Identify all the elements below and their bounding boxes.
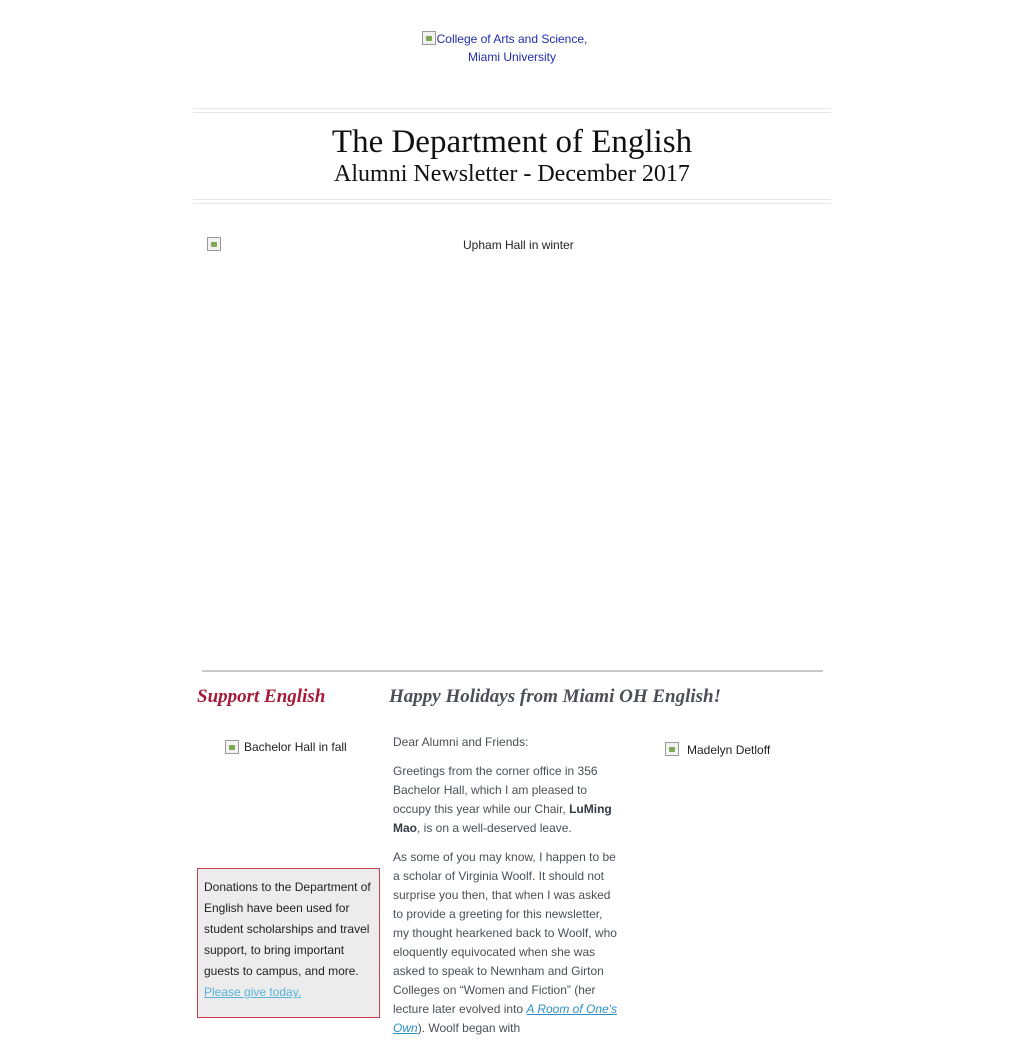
newsletter-subtitle: Alumni Newsletter - December 2017 [334, 161, 690, 187]
section-divider [202, 670, 823, 672]
paragraph-text: As some of you may know, I happen to be a scholar of Virginia Woolf. It should not surprise you then, that when I was asked to provide a greeting for this newsletter, my thought hearkened back to Woolf, who eloquently equivocated when she was asked to speak to Newnham and Girton Colleges on “Women and Fiction” (her lecture later evolved into [393, 850, 617, 1016]
paragraph-text: Greetings from the corner office in 356 Bachelor Hall, which I am pleased to occupy this year while our Chair, [393, 764, 598, 816]
hero-image-alt: Upham Hall in winter [463, 238, 574, 252]
paragraph-text: ). Woolf began with [417, 1021, 521, 1035]
letter-salutation: Dear Alumni and Friends: [393, 735, 529, 749]
paragraph-text: , is on a well-deserved leave. [417, 821, 572, 835]
letter-paragraph [393, 762, 621, 838]
holiday-heading: Happy Holidays from Miami OH English! [389, 686, 722, 707]
newsletter-title: The Department of English [331, 124, 693, 160]
portrait-image-alt: Madelyn Detloff [687, 743, 771, 757]
donation-text: Donations to the Department of English have been used for student scholarships and travel support, to bring important guests to campus, and more. [204, 880, 371, 978]
broken-image-icon [207, 237, 221, 251]
masthead-divider [193, 199, 831, 204]
broken-image-icon [665, 742, 679, 756]
logo-alt-text: College of Arts and Science, Miami University [436, 32, 588, 64]
top-divider [193, 108, 831, 113]
broken-image-icon [225, 740, 239, 754]
broken-image-icon [422, 31, 436, 45]
chair-name: LuMing Mao [393, 802, 612, 835]
sidebar-image-alt: Bachelor Hall in fall [244, 740, 347, 754]
letter-body [393, 733, 621, 1048]
letter-paragraph [393, 848, 621, 1038]
support-english-heading: Support English [197, 686, 326, 707]
donation-box [197, 868, 380, 1018]
college-logo[interactable] [422, 30, 602, 66]
give-today-link[interactable]: Please give today. [204, 985, 302, 999]
room-of-ones-own-link[interactable]: A Room of One's Own [393, 1002, 617, 1035]
